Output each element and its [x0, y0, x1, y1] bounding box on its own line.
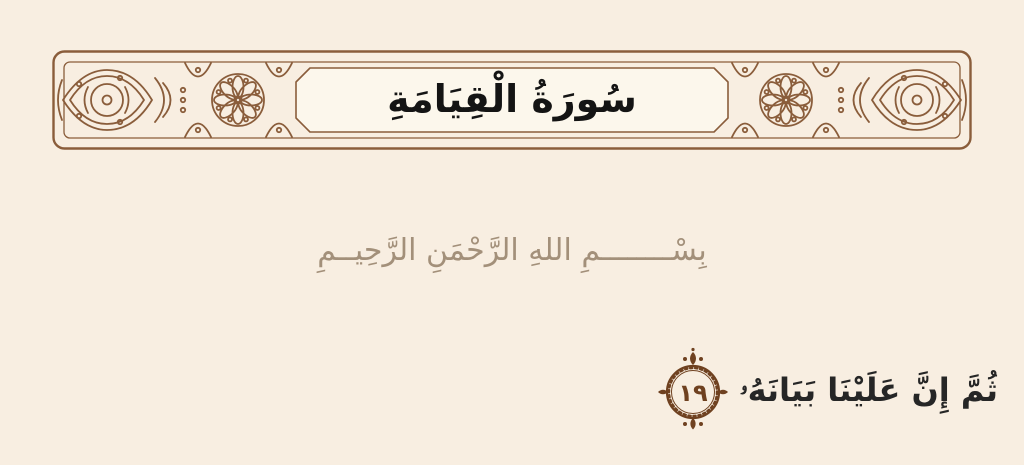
surah-header-banner: [52, 50, 972, 150]
verse-text: ثُمَّ إِنَّ عَلَيْنَا بَيَانَهُۥ: [739, 370, 998, 409]
verse-row: [654, 338, 998, 442]
basmala-text: بِسْــــــــمِ اللهِ الرَّحْمَنِ الرَّحِيــمِ: [317, 232, 707, 268]
verse-number: ١٩: [677, 379, 708, 407]
verse-number-medallion: [654, 346, 732, 434]
medallion-finial-top: [683, 348, 703, 365]
medallion-finial-bottom: [683, 418, 703, 430]
surah-title: سُورَةُ الْقِيَامَةِ: [387, 77, 637, 121]
